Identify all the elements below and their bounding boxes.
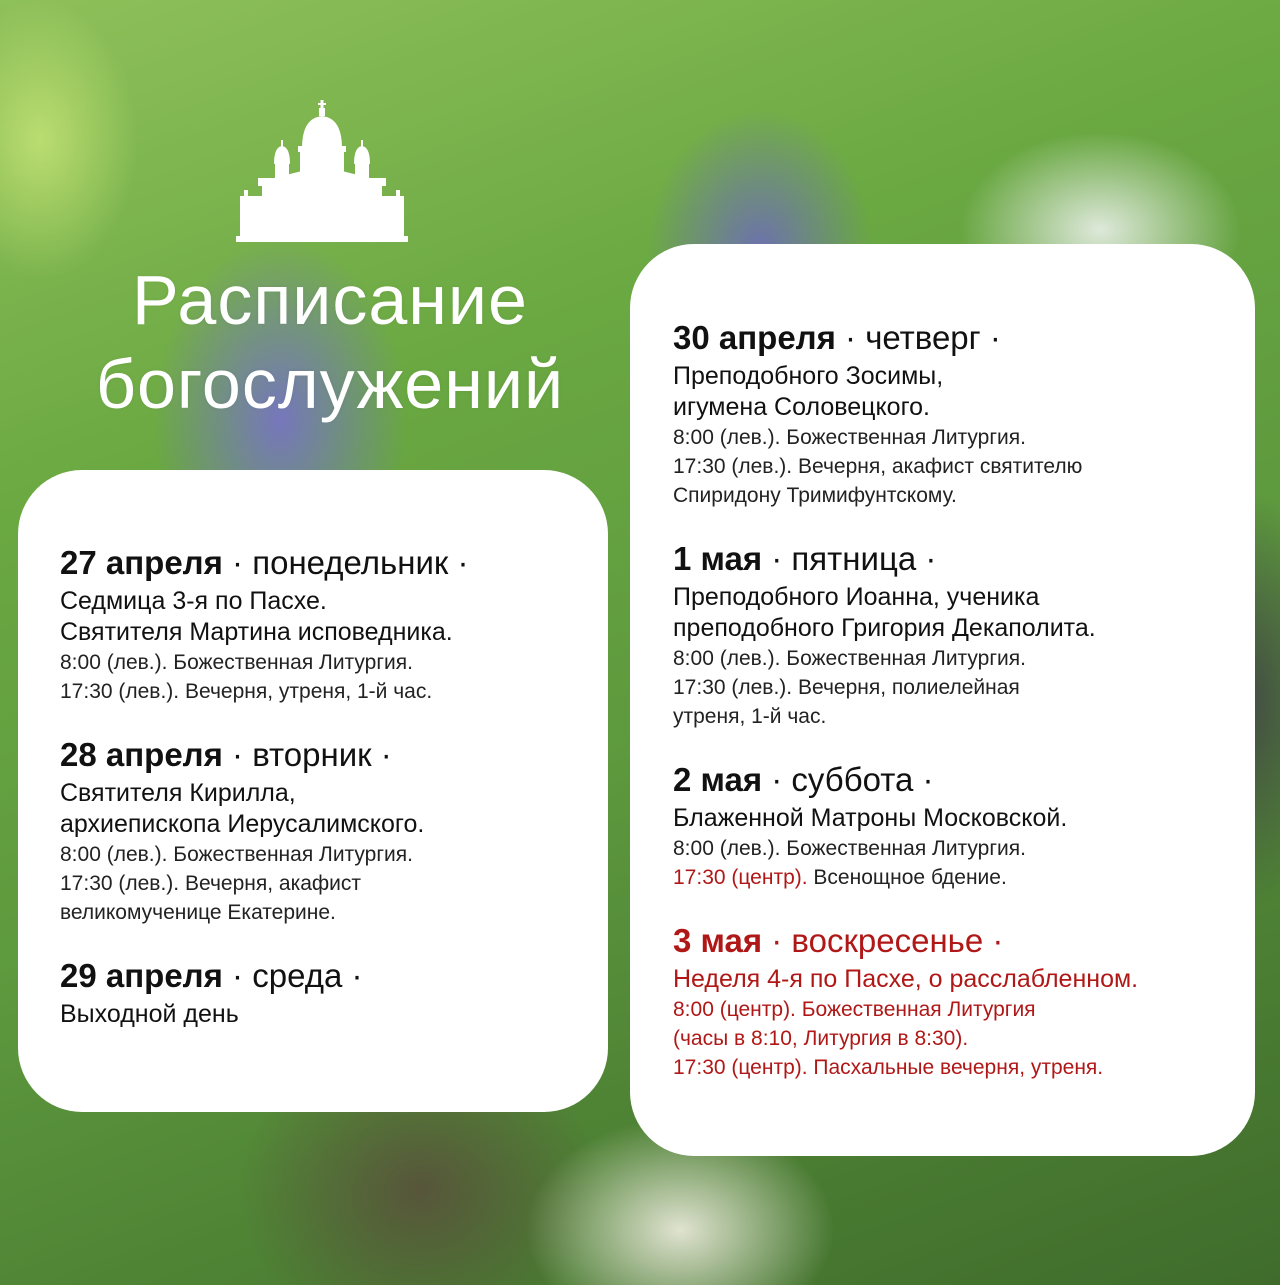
entry-service: 17:30 (центр). Пасхальные вечерня, утреня. <box>673 1056 1104 1079</box>
entry-feast: Преподобного Иоанна, ученика <box>673 583 1040 611</box>
entry-date: 29 апреля <box>60 957 223 994</box>
entry-feast: преподобного Григория Декаполита. <box>673 614 1096 642</box>
entry-service: 17:30 (лев.). Вечерня, утреня, 1-й час. <box>60 680 433 703</box>
entry-service: 8:00 (лев.). Божественная Литургия. <box>60 843 413 866</box>
entry-service <box>673 863 1255 892</box>
schedule-entry-sunday <box>673 922 1255 1082</box>
schedule-entry <box>60 544 608 706</box>
entry-heading <box>60 544 608 582</box>
schedule-entry <box>673 761 1255 892</box>
entry-date: 1 мая <box>673 540 763 577</box>
entry-weekday: · среда · <box>222 957 363 994</box>
entry-weekday: · суббота · <box>762 761 934 798</box>
entry-weekday: · пятница · <box>762 540 937 577</box>
entry-service: 17:30 (лев.). Вечерня, акафист <box>60 872 362 895</box>
schedule-entry <box>673 540 1255 731</box>
entry-service: утреня, 1-й час. <box>673 705 827 728</box>
entry-service: 17:30 (лев.). Вечерня, акафист святителю <box>673 455 1083 478</box>
entry-weekday: · понедельник · <box>222 544 469 581</box>
entry-date: 28 апреля <box>60 736 223 773</box>
entry-heading <box>673 540 1255 578</box>
service-time-central: 17:30 (центр). <box>673 866 808 889</box>
entry-weekday: · вторник · <box>222 736 392 773</box>
entry-date: 30 апреля <box>673 319 836 356</box>
entry-feast: архиепископа Иерусалимского. <box>60 810 425 838</box>
entry-service: (часы в 8:10, Литургия в 8:30). <box>673 1027 969 1050</box>
entry-service: 8:00 (лев.). Божественная Литургия. <box>673 837 1026 860</box>
entry-feast: Святителя Кирилла, <box>60 779 296 807</box>
entry-feast: Преподобного Зосимы, <box>673 362 944 390</box>
schedule-entry <box>60 736 608 927</box>
entry-weekday: · четверг · <box>835 319 1001 356</box>
entry-feast: игумена Соловецкого. <box>673 393 930 421</box>
entry-heading <box>60 957 608 995</box>
entry-feast: Седмица 3-я по Пасхе. <box>60 587 327 615</box>
cathedral-icon <box>236 100 408 242</box>
entry-date: 3 мая <box>673 922 763 959</box>
entry-feast: Неделя 4-я по Пасхе, о расслабленном. <box>673 965 1139 993</box>
entry-heading <box>60 736 608 774</box>
entry-heading <box>673 761 1255 799</box>
entry-date: 27 апреля <box>60 544 223 581</box>
entry-service: 8:00 (центр). Божественная Литургия <box>673 998 1036 1021</box>
entry-heading <box>673 319 1255 357</box>
title-line-2: богослужений <box>95 345 565 423</box>
title-line-1: Расписание <box>132 261 528 339</box>
entry-service: 8:00 (лев.). Божественная Литургия. <box>673 426 1026 449</box>
entry-feast: Выходной день <box>60 1000 239 1028</box>
entry-feast: Святителя Мартина исповедника. <box>60 618 453 646</box>
entry-service: 17:30 (лев.). Вечерня, полиелейная <box>673 676 1020 699</box>
entry-service: Спиридону Тримифунтскому. <box>673 484 957 507</box>
entry-service: 8:00 (лев.). Божественная Литургия. <box>673 647 1026 670</box>
page-title <box>70 258 590 426</box>
entry-weekday: · воскресенье · <box>762 922 1004 959</box>
entry-heading <box>673 922 1255 960</box>
entry-feast: Блаженной Матроны Московской. <box>673 804 1068 832</box>
schedule-entry <box>673 319 1255 510</box>
entry-service: 8:00 (лев.). Божественная Литургия. <box>60 651 413 674</box>
schedule-card-left <box>18 470 608 1112</box>
schedule-card-right <box>630 244 1255 1156</box>
schedule-entry <box>60 957 608 1030</box>
entry-service: великомученице Екатерине. <box>60 901 336 924</box>
entry-date: 2 мая <box>673 761 763 798</box>
service-description: Всенощное бдение. <box>807 866 1007 889</box>
